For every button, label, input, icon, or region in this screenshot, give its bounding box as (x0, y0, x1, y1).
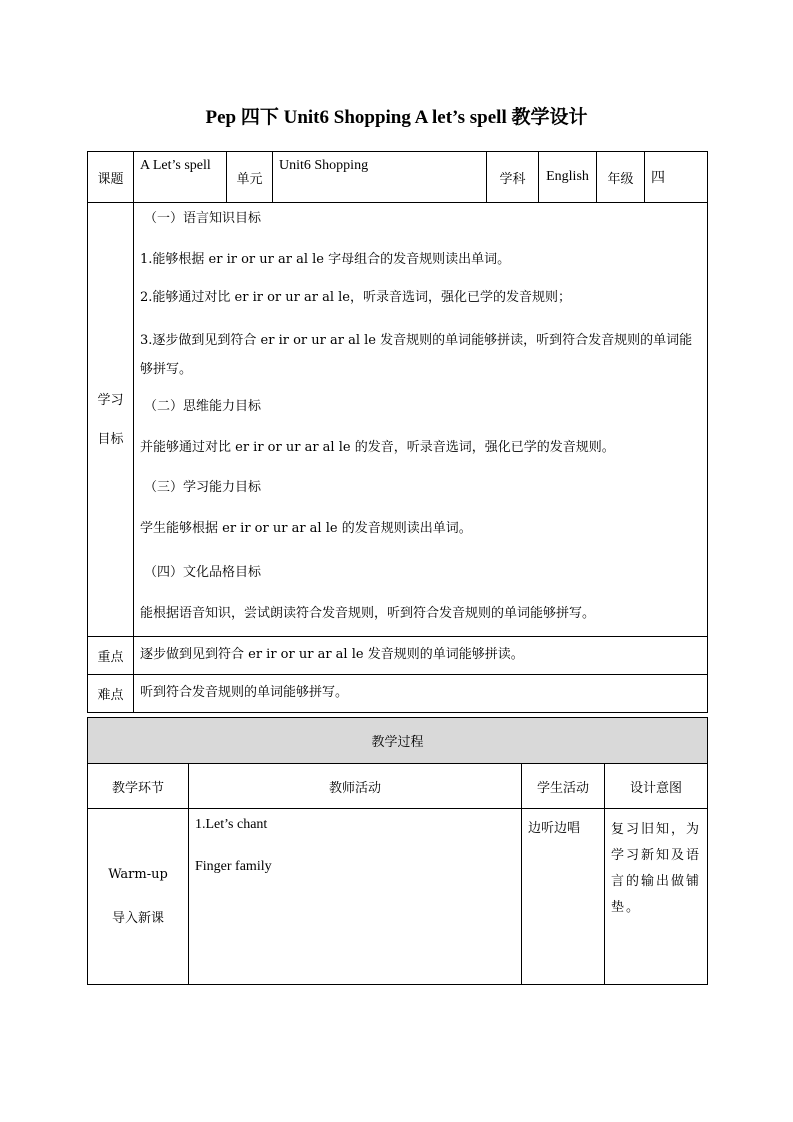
objective-heading-language: （一）语言知识目标 (144, 211, 262, 226)
key-point-label: 重点 (88, 637, 134, 675)
column-header-student: 学生活动 (522, 764, 605, 809)
column-header-teacher: 教师活动 (189, 764, 522, 809)
process-title-row (88, 718, 708, 764)
key-point-row (88, 637, 708, 675)
objective-line: 2.能够通过对比 er ir or ur ar al le，听录音选词，强化已学的发音规则； (140, 290, 571, 305)
objective-line: 并能够通过对比 er ir or ur ar al le 的发音，听录音选词，强化已学的发音规则。 (140, 440, 615, 455)
unit-label: 单元 (227, 152, 273, 203)
objectives-row (88, 203, 708, 637)
stage-name-chinese: 导入新课 (111, 910, 164, 926)
header-row (88, 152, 708, 203)
objective-heading-culture: （四）文化品格目标 (144, 565, 262, 580)
teaching-process-table (87, 717, 708, 985)
process-column-headers (88, 764, 708, 809)
objective-line: 1.能够根据 er ir or ur ar al le 字母组合的发音规则读出单词。 (140, 252, 511, 267)
objectives-label-line1: 学习 (97, 392, 124, 408)
column-header-stage: 教学环节 (88, 764, 189, 809)
process-title: 教学过程 (88, 718, 708, 764)
grade-value: 四 (645, 152, 708, 203)
stage-cell (88, 809, 189, 985)
difficulty-label: 难点 (88, 675, 134, 713)
difficulty-row (88, 675, 708, 713)
lesson-info-table (87, 151, 708, 713)
grade-label: 年级 (597, 152, 645, 203)
objectives-content (134, 203, 708, 637)
teacher-activity-line: 1.Let’s chant (195, 817, 268, 832)
design-intent-cell: 复习旧知，为学习新知及语言的输出做铺垫。 (605, 809, 708, 985)
difficulty-text: 听到符合发音规则的单词能够拼写。 (134, 675, 708, 713)
table-row (88, 809, 708, 985)
subject-label: 学科 (487, 152, 539, 203)
student-activity-cell: 边听边唱 (522, 809, 605, 985)
unit-value: Unit6 Shopping (273, 152, 487, 203)
objective-line: 3.逐步做到见到符合 er ir or ur ar al le 发音规则的单词能够拼读，听到符合发音规则的单词能够拼写。 (140, 333, 693, 377)
objective-line: 学生能够根据 er ir or ur ar al le 的发音规则读出单词。 (140, 521, 472, 536)
page-title: Pep 四下 Unit6 Shopping A let’s spell 教学设计 (205, 107, 588, 128)
objective-heading-learning: （三）学习能力目标 (144, 480, 262, 495)
objectives-label-line2: 目标 (97, 431, 124, 447)
objective-line: 能根据语音知识，尝试朗读符合发音规则，听到符合发音规则的单词能够拼写。 (140, 606, 596, 621)
teacher-activity-line: Finger family (195, 859, 272, 874)
course-label: 课题 (88, 152, 134, 203)
course-value: A Let’s spell (134, 152, 227, 203)
column-header-design: 设计意图 (605, 764, 708, 809)
teacher-activity-cell (189, 809, 522, 985)
objective-heading-thinking: （二）思维能力目标 (144, 399, 262, 414)
subject-value: English (539, 152, 597, 203)
key-point-text: 逐步做到见到符合 er ir or ur ar al le 发音规则的单词能够拼读。 (134, 637, 708, 675)
stage-name: Warm-up (108, 866, 168, 882)
objectives-label (88, 203, 134, 637)
